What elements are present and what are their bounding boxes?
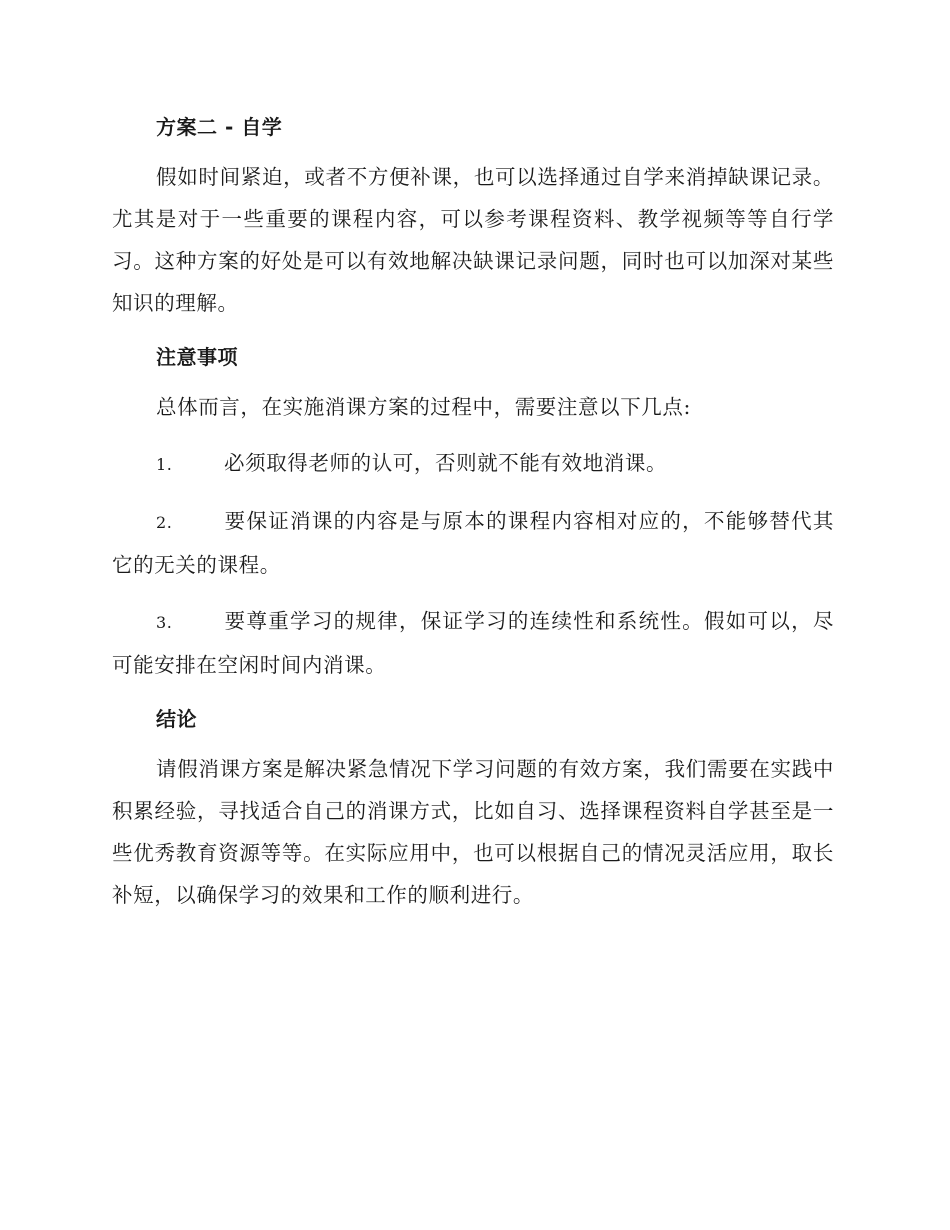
notes-list-item-2 xyxy=(112,500,834,586)
section-heading-plan2: 方案二 - 自学 xyxy=(156,115,283,139)
list-item-text: 要尊重学习的规律，保证学习的连续性和系统性。假如可以，尽可能安排在空闲时间内消课。 xyxy=(112,609,834,677)
notes-list-item-3 xyxy=(112,600,834,686)
section-heading-notes: 注意事项 xyxy=(156,345,238,369)
notes-intro-paragraph: 总体而言，在实施消课方案的过程中，需要注意以下几点: xyxy=(156,395,692,419)
conclusion-paragraph: 请假消课方案是解决紧急情况下学习问题的有效方案，我们需要在实践中积累经验，寻找适合自己的消课方式，比如自习、选择课程资料自学甚至是一些优秀教育资源等等。在实际应用中，也可以根据自己的情况灵活应用，取长补短，以确保学习的效果和工作的顺利进行。 xyxy=(112,757,834,907)
list-item-text: 要保证消课的内容是与原本的课程内容相对应的，不能够替代其它的无关的课程。 xyxy=(112,509,834,577)
notes-list-item-1 xyxy=(112,442,834,486)
list-number: 2. xyxy=(156,513,173,532)
plan2-paragraph: 假如时间紧迫，或者不方便补课，也可以选择通过自学来消掉缺课记录。尤其是对于一些重要的课程内容，可以参考课程资料、教学视频等等自行学习。这种方案的好处是可以有效地解决缺课记录问题，同时也可以加深对某些知识的理解。 xyxy=(112,165,834,315)
list-item-text: 必须取得老师的认可，否则就不能有效地消课。 xyxy=(224,451,668,475)
document-page xyxy=(112,108,834,930)
section-heading-conclusion: 结论 xyxy=(156,707,197,731)
list-number: 3. xyxy=(156,613,173,632)
list-number: 1. xyxy=(156,455,173,474)
